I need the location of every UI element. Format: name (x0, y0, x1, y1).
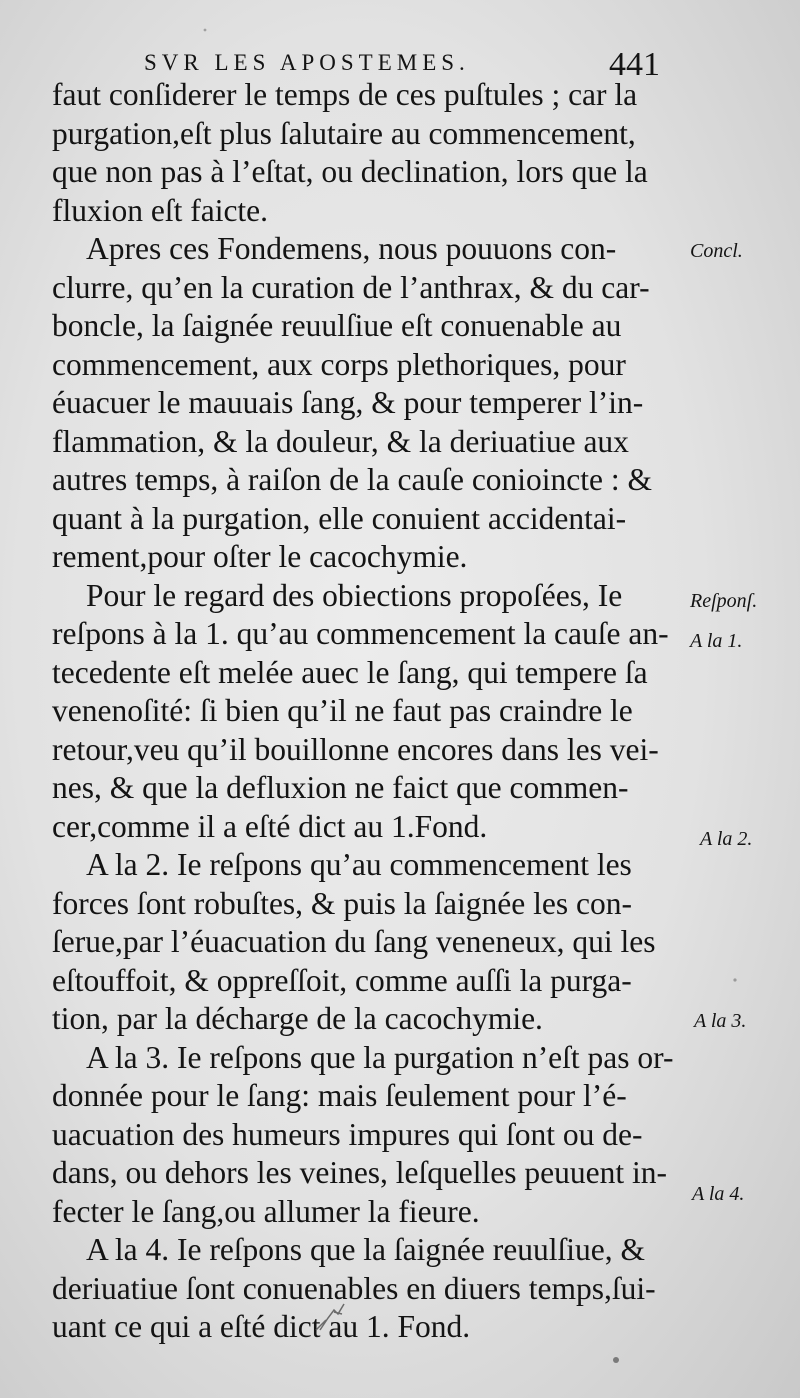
text-line: forces ſont robuſtes, & puis la ſaignée les con- (52, 885, 632, 921)
text-line: Apres ces Fondemens, nous pouuons con- (86, 231, 617, 266)
text-line: A la 2. Ie reſpons qu’au commencement les (86, 847, 632, 882)
margin-note-a-la-3: A la 3. (694, 1010, 747, 1032)
text-line: rement,pour oſter le cacochymie. (52, 539, 468, 574)
margin-note-a-la-1: A la 1. (690, 630, 743, 652)
running-title: SVR LES APOSTEMES. (144, 50, 470, 75)
text-line: fluxion eſt faicte. (52, 192, 269, 228)
text-line: tion, par la décharge de la cacochymie. (52, 1001, 543, 1036)
text-line: quant à la purgation, elle conuient accidentai- (52, 500, 627, 536)
text-line: nes, & que la defluxion ne faict que commen- (52, 770, 629, 805)
text-line: venenoſité: ſi bien qu’il ne faut pas craindre le (52, 693, 633, 728)
text-line: flammation, & la douleur, & la deriuatiue aux (52, 423, 629, 459)
text-line: reſpons à la 1. qu’au commencement la cauſe an- (52, 616, 669, 651)
text-line: boncle, la ſaignée reuulſiue eſt conuenable au (52, 308, 622, 343)
text-line: clurre, qu’en la curation de l’anthrax, & du car- (52, 269, 650, 305)
text-line: Pour le regard des obiections propoſées, Ie (86, 577, 623, 613)
text-line: que non pas à l’eſtat, ou declination, lors que la (52, 154, 648, 189)
text-line: ſerue,par l’éuacuation du ſang veneneux, qui les (52, 924, 656, 959)
text-line: tecedente eſt melée auec le ſang, qui tempere ſa (52, 654, 648, 690)
text-line: A la 4. Ie reſpons que la ſaignée reuulſiue, & (86, 1232, 645, 1267)
margin-note-a-la-4: A la 4. (692, 1183, 745, 1205)
text-line: deriuatiue ſont conuenables en diuers temps,ſui- (52, 1270, 656, 1306)
text-line: faut conſiderer le temps de ces puſtules ; car la (52, 77, 638, 112)
page-number: 441 (609, 46, 660, 83)
text-line: eſtouffoit, & oppreſſoit, comme auſſi la purga- (52, 962, 632, 998)
text-line: uant ce qui a eſté dict au 1. Fond. (52, 1309, 471, 1344)
text-line: dans, ou dehors les veines, leſquelles peuuent in- (52, 1155, 667, 1190)
margin-note-a-la-2: A la 2. (700, 828, 753, 850)
text-line: uacuation des humeurs impures qui ſont ou de- (52, 1116, 643, 1152)
text-line: A la 3. Ie reſpons que la purgation n’eſt pas or- (86, 1039, 674, 1075)
text-line: commencement, aux corps plethoriques, pour (52, 346, 626, 382)
text-line: fecter le ſang,ou allumer la fieure. (52, 1193, 480, 1229)
text-line: purgation,eſt plus ſalutaire au commencement, (52, 115, 636, 151)
text-line: donnée pour le ſang: mais ſeulement pour l’é- (52, 1078, 627, 1113)
margin-note-respons: Reſponſ. (690, 590, 758, 612)
text-line: retour,veu qu’il bouillonne encores dans les vei- (52, 731, 659, 767)
text-line: cer,comme il a eſté dict au 1.Fond. (52, 808, 488, 844)
text-line: éuacuer le mauuais ſang, & pour temperer l’in- (52, 385, 644, 420)
margin-note-concl: Concl. (690, 240, 743, 262)
text-line: autres temps, à raiſon de la cauſe conioincte : & (52, 462, 653, 497)
